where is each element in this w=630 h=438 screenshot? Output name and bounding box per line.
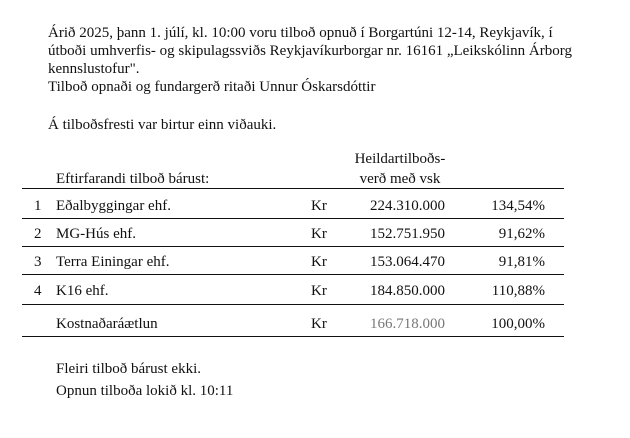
table-header-price <box>330 149 470 189</box>
footer-line-1: Fleiri tilboð bárust ekki. <box>56 361 201 377</box>
bid-percent: 91,62% <box>498 226 545 242</box>
table-divider <box>22 274 564 275</box>
bidder-name: K16 ehf. <box>56 283 109 299</box>
estimate-price: 166.718.000 <box>370 316 445 332</box>
table-row <box>0 196 630 216</box>
intro-line-4: Tilboð opnaði og fundargerð ritaði Unnur Óskarsdóttir <box>48 79 376 95</box>
table-header-price-line-2: verð með vsk <box>359 171 441 187</box>
bidder-name: MG-Hús ehf. <box>56 226 136 242</box>
bid-price: 224.310.000 <box>370 198 445 214</box>
footer-notes <box>56 358 233 402</box>
currency-label: Kr <box>311 316 327 332</box>
addendum-note: Á tilboðsfresti var birtur einn viðauki. <box>48 117 277 133</box>
currency-label: Kr <box>311 198 327 214</box>
table-row <box>0 281 630 301</box>
table-divider <box>22 218 564 219</box>
table-header-bids: Eftirfarandi tilboð bárust: <box>56 171 210 187</box>
estimate-row <box>0 314 630 334</box>
table-divider <box>22 246 564 247</box>
intro-line-1: Árið 2025, þann 1. júlí, kl. 10:00 voru tilboð opnuð í Borgartúni 12-14, Reykjavík, í <box>48 25 553 41</box>
bid-percent: 110,88% <box>491 283 545 299</box>
bid-price: 184.850.000 <box>370 283 445 299</box>
row-number: 1 <box>34 198 42 214</box>
footer-line-2: Opnun tilboða lokið kl. 10:11 <box>56 383 234 399</box>
intro-paragraph <box>48 24 618 96</box>
currency-label: Kr <box>311 254 327 270</box>
row-number: 4 <box>34 283 42 299</box>
table-row <box>0 224 630 244</box>
bid-price: 153.064.470 <box>370 254 445 270</box>
bid-percent: 134,54% <box>491 198 545 214</box>
bid-price: 152.751.950 <box>370 226 445 242</box>
table-row <box>0 252 630 272</box>
row-number: 2 <box>34 226 42 242</box>
intro-line-2: útboði umhverfis- og skipulagssviðs Reykjavíkurborgar nr. 16161 „Leikskólinn Árborg <box>48 43 572 59</box>
table-divider <box>22 304 564 305</box>
currency-label: Kr <box>311 226 327 242</box>
table-divider <box>22 336 564 337</box>
estimate-label: Kostnaðaráætlun <box>56 316 158 332</box>
bidder-name: Eðalbyggingar ehf. <box>56 198 171 214</box>
estimate-percent: 100,00% <box>491 316 545 332</box>
currency-label: Kr <box>311 283 327 299</box>
bid-percent: 91,81% <box>498 254 545 270</box>
intro-line-3: kennslustofur". <box>48 61 140 77</box>
bidder-name: Terra Einingar ehf. <box>56 254 170 270</box>
table-header-price-line-1: Heildartilboðs- <box>354 151 446 167</box>
table-divider <box>22 188 564 189</box>
row-number: 3 <box>34 254 42 270</box>
